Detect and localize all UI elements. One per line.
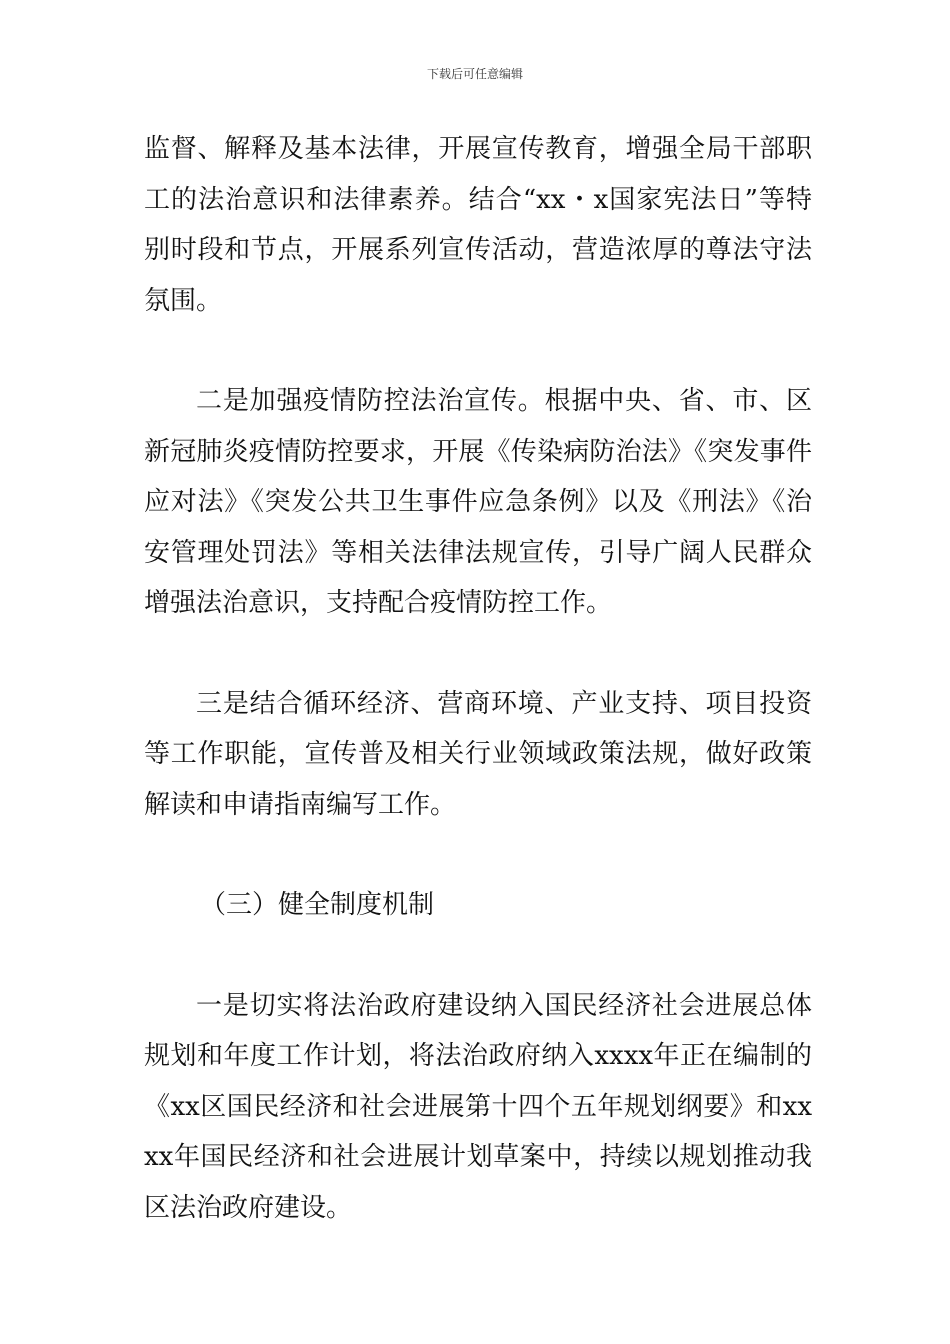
section-heading: （三）健全制度机制 [200,890,435,920]
paragraph-policy-publicity: 三是结合循环经济、营商环境、产业支持、项目投资等工作职能，宣传普及相关行业领域政策法规，做好政策解读和申请指南编写工作。 [144,688,812,820]
paragraph-continuation: 监督、解释及基本法律，开展宣传教育，增强全局干部职工的法治意识和法律素养。结合“xx・x国家宪法日”等特别时段和节点，开展系列宣传活动，营造浓厚的尊法守法氛围。 [144,134,812,316]
paragraph-epidemic-publicity: 二是加强疫情防控法治宣传。根据中央、省、市、区新冠肺炎疫情防控要求，开展《传染病防治法》《突发事件应对法》《突发公共卫生事件应急条例》以及《刑法》《治安管理处罚法》等相关法律法规宣传，引导广阔人民群众增强法治意识，支持配合疫情防控工作。 [144,386,812,618]
paragraph-system-mechanism: 一是切实将法治政府建设纳入国民经济社会进展总体规划和年度工作计划，将法治政府纳入xxxx年正在编制的《xx区国民经济和社会进展第十四个五年规划纲要》和xxxx年国民经济和社会进展计划草案中，持续以规划推动我区法治政府建设。 [144,990,812,1223]
document-body [144,124,812,1233]
page-header: 下载后可任意编辑 [426,67,523,81]
